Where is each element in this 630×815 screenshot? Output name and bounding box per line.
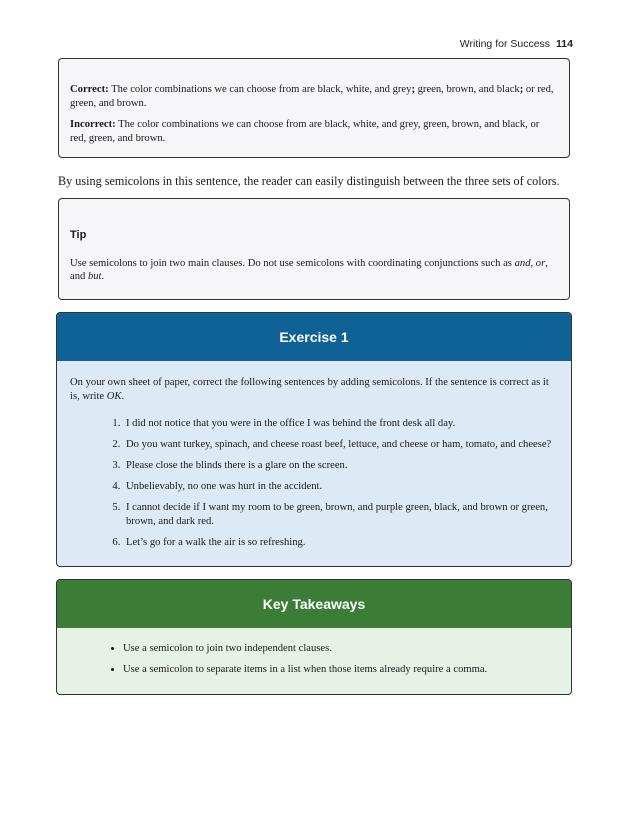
tip-box: [58, 198, 570, 300]
semicolon-2: ;: [519, 84, 524, 95]
tip-text-2: ,: [530, 257, 536, 269]
key-takeaways-box: [56, 579, 572, 695]
correct-text-1: The color combinations we can choose from are black, white, and grey: [111, 84, 412, 95]
example-box: [58, 58, 570, 158]
takeaway-item: • Use a semicolon to join two independent clauses.: [123, 642, 571, 656]
page-number: 114: [556, 38, 573, 50]
tip-text: [70, 257, 558, 285]
body-paragraph: By using semicolons in this sentence, the reader can easily distinguish between the three sets of colors.: [58, 174, 560, 188]
key-takeaways-list: [57, 642, 571, 677]
tip-text-4: .: [101, 271, 105, 283]
correct-text-2: green, brown, and black: [414, 84, 520, 95]
exercise-item: 5. I cannot decide if I want my room to be green, brown, and purple green, black, and brown or green, brown, and dark red.: [123, 501, 558, 529]
incorrect-example: [70, 118, 558, 146]
correct-text-3: or red, green, and brown.: [70, 84, 554, 109]
tip-but: but: [87, 271, 102, 283]
exercise-item: 3. Please close the blinds there is a glare on the screen.: [123, 459, 558, 473]
key-takeaways-title: Key Takeaways: [57, 580, 571, 628]
tip-text-3: , and: [70, 257, 548, 283]
correct-label: Correct:: [70, 84, 109, 95]
exercise-title: Exercise 1: [57, 313, 571, 361]
exercise-list: [70, 417, 558, 550]
exercise-intro-text: On your own sheet of paper, correct the following sentences by adding semicolons. If the sentence is correct as it is, write: [70, 377, 549, 402]
exercise-ok: OK: [106, 390, 122, 402]
incorrect-label: Incorrect:: [70, 118, 116, 130]
incorrect-text: The color combinations we can choose from are black, white, and grey, green, brown, and black, or red, green, and brown.: [70, 118, 540, 144]
tip-or: or: [535, 257, 546, 269]
tip-and: and: [514, 257, 531, 269]
correct-example: [70, 83, 558, 111]
exercise-item: 6. Let’s go for a walk the air is so refreshing.: [123, 536, 558, 550]
exercise-intro: [70, 376, 558, 404]
running-header: [460, 38, 573, 50]
exercise-item: 4. Unbelievably, no one was hurt in the accident.: [123, 480, 558, 494]
exercise-intro-end: .: [121, 390, 125, 402]
tip-title: Tip: [70, 229, 87, 241]
semicolon-1: ;: [411, 84, 415, 95]
running-title: Writing for Success: [459, 38, 551, 50]
tip-text-1: Use semicolons to join two main clauses. Do not use semicolons with coordinating conjunctions such as: [70, 257, 515, 269]
takeaway-item: • Use a semicolon to separate items in a list when those items already require a comma.: [123, 663, 571, 677]
exercise-box: [56, 312, 572, 567]
exercise-item: 2. Do you want turkey, spinach, and cheese roast beef, lettuce, and cheese or ham, tomato, and cheese?: [123, 438, 558, 452]
exercise-item: 1. I did not notice that you were in the office I was behind the front desk all day.: [123, 417, 558, 431]
